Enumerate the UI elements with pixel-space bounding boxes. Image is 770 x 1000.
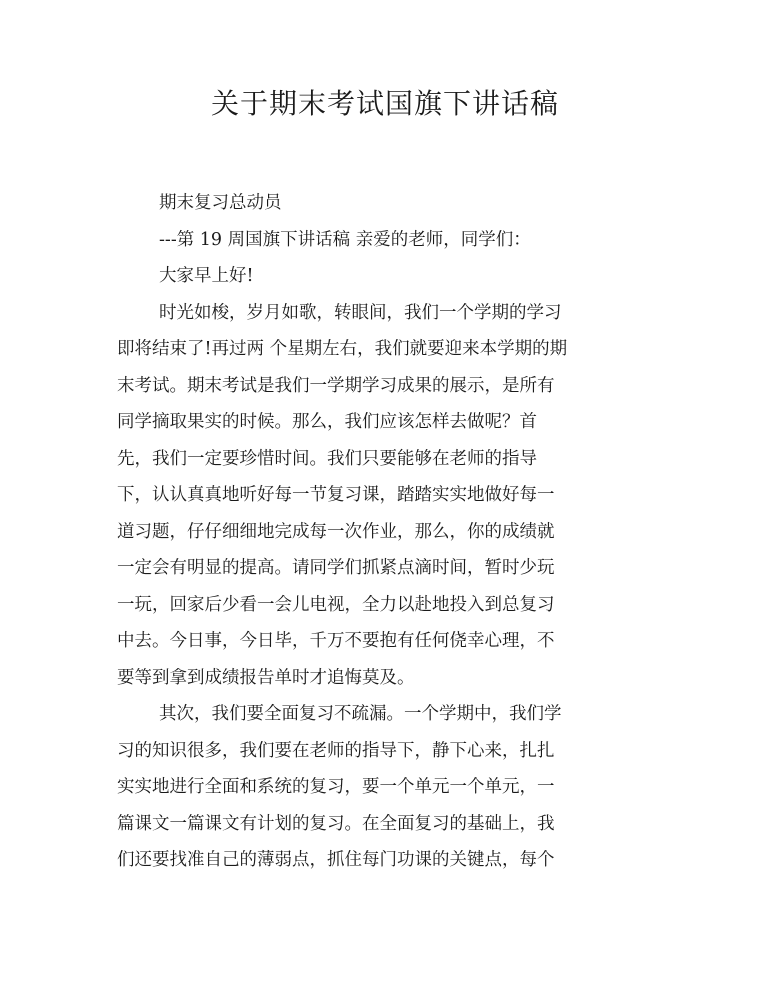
paragraph-line: 中去。今日事，今日毕，千万不要抱有任何侥幸心理，不 xyxy=(117,631,555,651)
paragraph-line: 篇课文一篇课文有计划的复习。在全面复习的基础上，我 xyxy=(117,813,555,834)
paragraph-line: 即将结束了!再过两 个星期左右，我们就要迎来本学期的期 xyxy=(117,339,568,359)
paragraph-line: 一玩，回家后少看一会儿电视，全力以赴地投入到总复习 xyxy=(117,594,555,615)
paragraph-line: 大家早上好! xyxy=(159,266,254,286)
paragraph-line: 实实地进行全面和系统的复习，要一个单元一个单元，一 xyxy=(117,777,555,797)
document-body xyxy=(117,185,662,879)
paragraph-line: 期末复习总动员 xyxy=(159,193,282,213)
paragraph-line: 下，认认真真地听好每一节复习课，踏踏实实地做好每一 xyxy=(117,485,555,505)
paragraph-line: 习的知识很多，我们要在老师的指导下，静下心来，扎扎 xyxy=(117,740,555,761)
paragraph-line: 其次，我们要全面复习不疏漏。一个学期中，我们学 xyxy=(159,704,562,724)
paragraph-line: 时光如梭，岁月如歌，转眼间，我们一个学期的学习 xyxy=(159,302,562,323)
paragraph-line: 一定会有明显的提高。请同学们抓紧点滴时间，暂时少玩 xyxy=(117,558,555,578)
paragraph-line: 们还要找准自己的薄弱点，抓住每门功课的关键点，每个 xyxy=(117,850,555,870)
paragraph-line: 同学摘取果实的时候。那么，我们应该怎样去做呢？首 xyxy=(117,412,537,432)
document-title: 关于期末考试国旗下讲话稿 xyxy=(210,87,559,120)
paragraph-line: 道习题，仔仔细细地完成每一次作业，那么，你的成绩就 xyxy=(117,521,555,542)
paragraph-line: ---第 19 周国旗下讲话稿 亲爱的老师，同学们： xyxy=(159,229,531,250)
paragraph-line: 先，我们一定要珍惜时间。我们只要能够在老师的指导 xyxy=(117,448,537,469)
paragraph-line: 要等到拿到成绩报告单时才追悔莫及。 xyxy=(117,667,415,688)
paragraph-line: 末考试。期末考试是我们一学期学习成果的展示，是所有 xyxy=(117,375,555,396)
